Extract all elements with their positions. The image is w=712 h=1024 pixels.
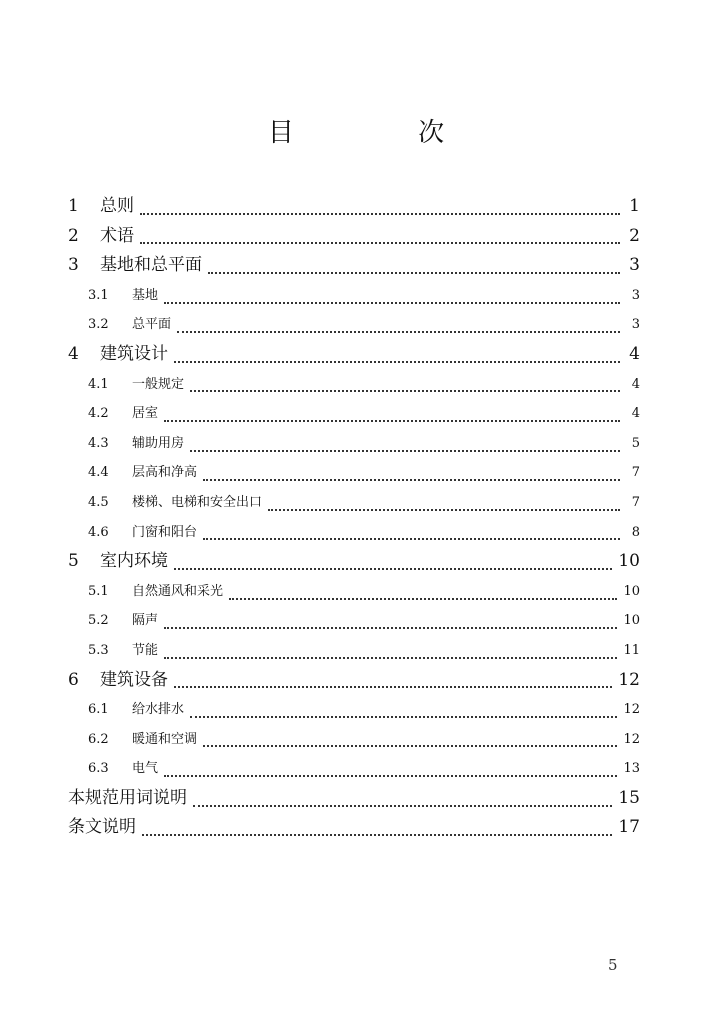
toc-entry-label: 室内环境 (100, 551, 168, 572)
toc-entry-label: 隔声 (132, 613, 159, 629)
dot-leader (203, 528, 620, 540)
toc-entry-page: 3 (629, 255, 640, 276)
toc-entry-number: 4.3 (88, 435, 109, 451)
dot-leader (208, 262, 620, 274)
toc-entry-label: 总平面 (132, 317, 172, 333)
dot-leader (177, 321, 620, 333)
toc-entry-label: 自然通风和采光 (132, 583, 224, 599)
toc-entry-label: 电气 (132, 761, 159, 777)
toc-entry-number: 5 (68, 551, 79, 572)
toc-entry[interactable] (68, 192, 640, 222)
toc-entry-page: 10 (623, 583, 640, 599)
toc-entry[interactable] (68, 488, 640, 518)
toc-entry[interactable] (68, 310, 640, 340)
toc-entry-label: 基地和总平面 (100, 255, 202, 276)
toc-entry-page: 3 (631, 287, 640, 303)
toc-entry[interactable] (68, 547, 640, 577)
toc-entry[interactable] (68, 606, 640, 636)
dot-leader (203, 735, 617, 747)
page-title: 目 次 (267, 118, 503, 148)
toc-entry-page: 8 (631, 524, 640, 540)
toc-entry[interactable] (68, 399, 640, 429)
toc-entry-label: 居室 (132, 406, 159, 422)
toc-entry[interactable] (68, 666, 640, 696)
toc-entry-page: 4 (629, 343, 640, 364)
dot-leader (190, 440, 620, 452)
toc-entry-label: 本规范用词说明 (68, 787, 187, 808)
toc-entry[interactable] (68, 251, 640, 281)
toc-entry-label: 一般规定 (132, 376, 185, 392)
dot-leader (174, 558, 612, 570)
toc-entry-label: 给水排水 (132, 702, 185, 718)
toc-entry-page: 7 (631, 465, 640, 481)
toc-entry-number: 4 (68, 343, 79, 364)
toc-entry-page: 4 (631, 406, 640, 422)
dot-leader (142, 824, 612, 836)
toc-entry-number: 5.1 (88, 583, 109, 599)
toc-entry[interactable] (68, 281, 640, 311)
toc-entry-page: 12 (618, 669, 640, 690)
dot-leader (174, 351, 620, 363)
toc-entry-number: 6.2 (88, 731, 109, 747)
toc-entry-page: 12 (623, 702, 640, 718)
toc-entry-number: 4.5 (88, 494, 109, 510)
dot-leader (174, 676, 612, 688)
toc-entry-label: 楼梯、电梯和安全出口 (132, 494, 263, 510)
dot-leader (190, 706, 617, 718)
toc-entry-label: 层高和净高 (132, 465, 198, 481)
toc-entry-number: 4.6 (88, 524, 109, 540)
toc-entry[interactable] (68, 784, 640, 814)
toc-entry-page: 2 (629, 225, 640, 246)
toc-entry-page: 10 (618, 551, 640, 572)
toc-entry-page: 15 (618, 787, 640, 808)
dot-leader (164, 765, 617, 777)
toc-entry[interactable] (68, 695, 640, 725)
toc-entry-page: 7 (631, 494, 640, 510)
toc-entry-label: 门窗和阳台 (132, 524, 198, 540)
toc-entry[interactable] (68, 370, 640, 400)
toc-entry[interactable] (68, 458, 640, 488)
toc-entry-number: 5.3 (88, 642, 109, 658)
toc-entry-page: 5 (631, 435, 640, 451)
toc-entry-page: 13 (623, 761, 640, 777)
toc-entry-number: 2 (68, 225, 79, 246)
toc-entry-number: 6.3 (88, 761, 109, 777)
toc-entry-page: 11 (623, 642, 640, 658)
toc-entry-number: 3.1 (88, 287, 109, 303)
toc-entry[interactable] (68, 636, 640, 666)
toc-entry-page: 12 (623, 731, 640, 747)
toc-entry-page: 3 (631, 317, 640, 333)
toc-entry[interactable] (68, 754, 640, 784)
toc-entry-label: 总则 (100, 196, 134, 216)
toc-entry-number: 5.2 (88, 613, 109, 629)
toc-entry[interactable] (68, 813, 640, 843)
dot-leader (140, 232, 620, 244)
toc-entry-label: 节能 (132, 642, 159, 658)
toc-entry[interactable] (68, 725, 640, 755)
toc-entry-label: 基地 (132, 287, 159, 303)
toc-entry[interactable] (68, 429, 640, 459)
toc-entry[interactable] (68, 518, 640, 548)
toc-entry[interactable] (68, 577, 640, 607)
toc-entry-number: 3 (68, 255, 79, 276)
dot-leader (229, 588, 617, 600)
dot-leader (193, 795, 612, 807)
toc-entry-page: 17 (618, 817, 640, 838)
dot-leader (203, 469, 620, 481)
dot-leader (164, 292, 620, 304)
table-of-contents (68, 192, 640, 843)
toc-entry-label: 条文说明 (68, 817, 136, 838)
toc-entry-label: 暖通和空调 (132, 731, 198, 747)
dot-leader (164, 410, 620, 422)
toc-entry-number: 3.2 (88, 317, 109, 333)
toc-entry-number: 1 (68, 196, 79, 216)
dot-leader (164, 617, 617, 629)
toc-entry-number: 4.4 (88, 465, 109, 481)
toc-entry-number: 4.2 (88, 406, 109, 422)
page-number: 5 (608, 956, 618, 974)
dot-leader (164, 647, 617, 659)
toc-entry[interactable] (68, 222, 640, 252)
toc-entry-label: 术语 (100, 225, 134, 246)
toc-entry-number: 6.1 (88, 702, 109, 718)
toc-entry-page: 1 (629, 196, 640, 216)
dot-leader (140, 203, 620, 215)
toc-entry-page: 10 (623, 613, 640, 629)
toc-entry-label: 建筑设计 (100, 343, 168, 364)
toc-entry-label: 建筑设备 (100, 669, 168, 690)
toc-entry-number: 4.1 (88, 376, 109, 392)
dot-leader (190, 380, 620, 392)
toc-entry-label: 辅助用房 (132, 435, 185, 451)
toc-entry-number: 6 (68, 669, 79, 690)
toc-entry[interactable] (68, 340, 640, 370)
dot-leader (268, 499, 620, 511)
toc-entry-page: 4 (631, 376, 640, 392)
